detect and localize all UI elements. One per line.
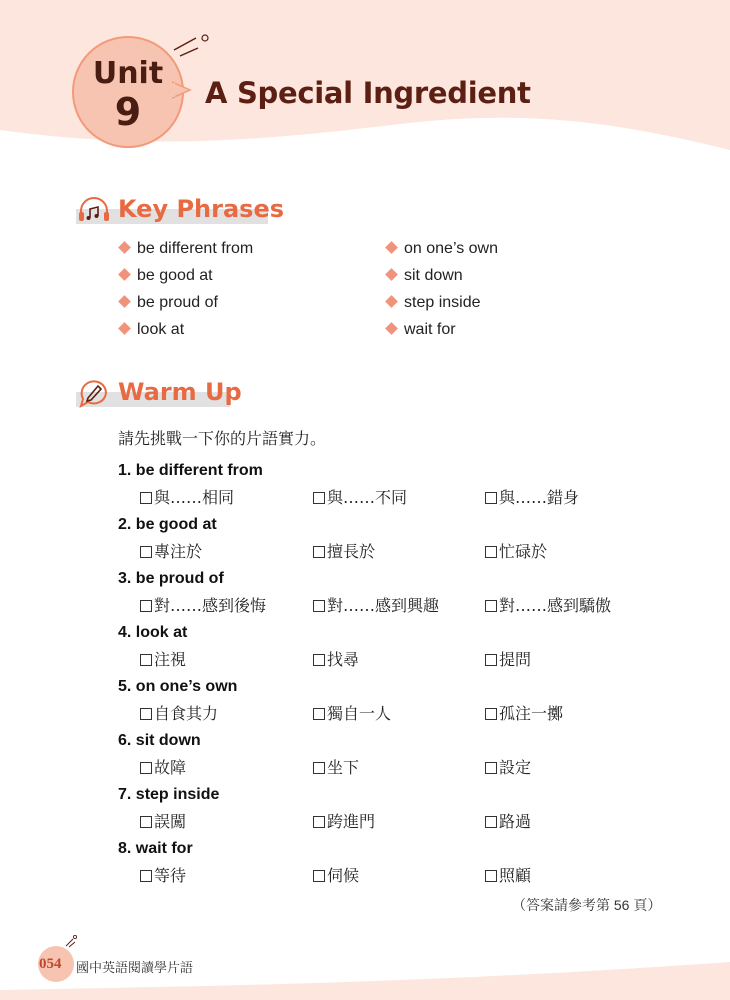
answer-option[interactable]: 誤闖 xyxy=(140,809,186,832)
checkbox-icon[interactable] xyxy=(485,546,497,558)
answer-option[interactable]: 對……感到後悔 xyxy=(140,593,266,616)
diamond-bullet-icon xyxy=(385,322,398,335)
answer-option[interactable]: 路過 xyxy=(485,809,531,832)
question-phrase: 2. be good at xyxy=(118,516,217,533)
answer-option[interactable]: 與……相同 xyxy=(140,485,234,508)
diamond-bullet-icon xyxy=(385,241,398,254)
badge-tail xyxy=(172,80,192,100)
checkbox-icon[interactable] xyxy=(313,870,325,882)
answer-option[interactable]: 獨自一人 xyxy=(313,701,391,724)
answer-reference-note: （答案請參考第 56 頁） xyxy=(512,897,662,913)
checkbox-icon[interactable] xyxy=(313,762,325,774)
answer-option[interactable]: 坐下 xyxy=(313,755,359,778)
checkbox-icon[interactable] xyxy=(140,654,152,666)
answer-option[interactable]: 擅長於 xyxy=(313,539,375,562)
diamond-bullet-icon xyxy=(118,241,131,254)
question-phrase: 6. sit down xyxy=(118,732,201,749)
checkbox-icon[interactable] xyxy=(485,870,497,882)
checkbox-icon[interactable] xyxy=(140,546,152,558)
phrase-item: on one’s own xyxy=(387,240,498,258)
checkbox-icon[interactable] xyxy=(485,816,497,828)
answer-option[interactable]: 故障 xyxy=(140,755,186,778)
answer-option[interactable]: 與……不同 xyxy=(313,485,407,508)
answer-option[interactable]: 對……感到驕傲 xyxy=(485,593,611,616)
page-number: 054 xyxy=(39,956,62,972)
answer-option[interactable]: 伺候 xyxy=(313,863,359,886)
checkbox-icon[interactable] xyxy=(313,492,325,504)
checkbox-icon[interactable] xyxy=(313,816,325,828)
question-phrase: 4. look at xyxy=(118,624,188,641)
diamond-bullet-icon xyxy=(385,268,398,281)
unit-label: Unit xyxy=(92,56,164,91)
checkbox-icon[interactable] xyxy=(313,546,325,558)
checkbox-icon[interactable] xyxy=(485,708,497,720)
answer-option[interactable]: 注視 xyxy=(140,647,186,670)
checkbox-icon[interactable] xyxy=(140,492,152,504)
phrase-item: look at xyxy=(120,321,184,339)
answer-option[interactable]: 與……錯身 xyxy=(485,485,579,508)
answer-option[interactable]: 忙碌於 xyxy=(485,539,547,562)
warm-up-title: Warm Up xyxy=(118,378,242,406)
answer-option[interactable]: 專注於 xyxy=(140,539,202,562)
unit-badge xyxy=(72,36,184,148)
answer-option[interactable]: 等待 xyxy=(140,863,186,886)
warm-up-heading xyxy=(76,378,242,408)
diamond-bullet-icon xyxy=(385,295,398,308)
answer-option[interactable]: 找尋 xyxy=(313,647,359,670)
checkbox-icon[interactable] xyxy=(140,870,152,882)
book-title: 國中英語閱讀學片語 xyxy=(76,961,194,976)
sparkle-icon xyxy=(64,934,78,948)
checkbox-icon[interactable] xyxy=(313,600,325,612)
question-phrase: 3. be proud of xyxy=(118,570,224,587)
unit-number: 9 xyxy=(114,90,142,134)
key-phrases-heading xyxy=(76,195,285,225)
diamond-bullet-icon xyxy=(118,322,131,335)
checkbox-icon[interactable] xyxy=(485,762,497,774)
answer-option[interactable]: 對……感到興趣 xyxy=(313,593,439,616)
phrase-item: sit down xyxy=(387,267,463,285)
question-phrase: 5. on one’s own xyxy=(118,678,238,695)
checkbox-icon[interactable] xyxy=(140,762,152,774)
diamond-bullet-icon xyxy=(118,268,131,281)
headphones-music-icon xyxy=(78,195,110,225)
checkbox-icon[interactable] xyxy=(140,816,152,828)
unit-title: A Special Ingredient xyxy=(205,76,531,110)
question-phrase: 1. be different from xyxy=(118,462,263,479)
question-phrase: 7. step inside xyxy=(118,786,220,803)
answer-option[interactable]: 孤注一擲 xyxy=(485,701,563,724)
answer-option[interactable]: 照顧 xyxy=(485,863,531,886)
key-phrases-title: Key Phrases xyxy=(118,195,285,223)
question-phrase: 8. wait for xyxy=(118,840,193,857)
checkbox-icon[interactable] xyxy=(140,600,152,612)
phrase-item: be different from xyxy=(120,240,253,258)
answer-option[interactable]: 自食其力 xyxy=(140,701,218,724)
checkbox-icon[interactable] xyxy=(313,708,325,720)
checkbox-icon[interactable] xyxy=(485,600,497,612)
diamond-bullet-icon xyxy=(118,295,131,308)
phrase-item: step inside xyxy=(387,294,481,312)
phrase-item: wait for xyxy=(387,321,456,339)
checkbox-icon[interactable] xyxy=(140,708,152,720)
checkbox-icon[interactable] xyxy=(313,654,325,666)
answer-option[interactable]: 跨進門 xyxy=(313,809,375,832)
answer-option[interactable]: 提問 xyxy=(485,647,531,670)
answer-option[interactable]: 設定 xyxy=(485,755,531,778)
checkbox-icon[interactable] xyxy=(485,654,497,666)
pencil-icon xyxy=(78,378,110,408)
phrase-item: be proud of xyxy=(120,294,218,312)
warm-up-intro: 請先挑戰一下你的片語實力。 xyxy=(118,431,327,448)
phrase-item: be good at xyxy=(120,267,213,285)
checkbox-icon[interactable] xyxy=(485,492,497,504)
